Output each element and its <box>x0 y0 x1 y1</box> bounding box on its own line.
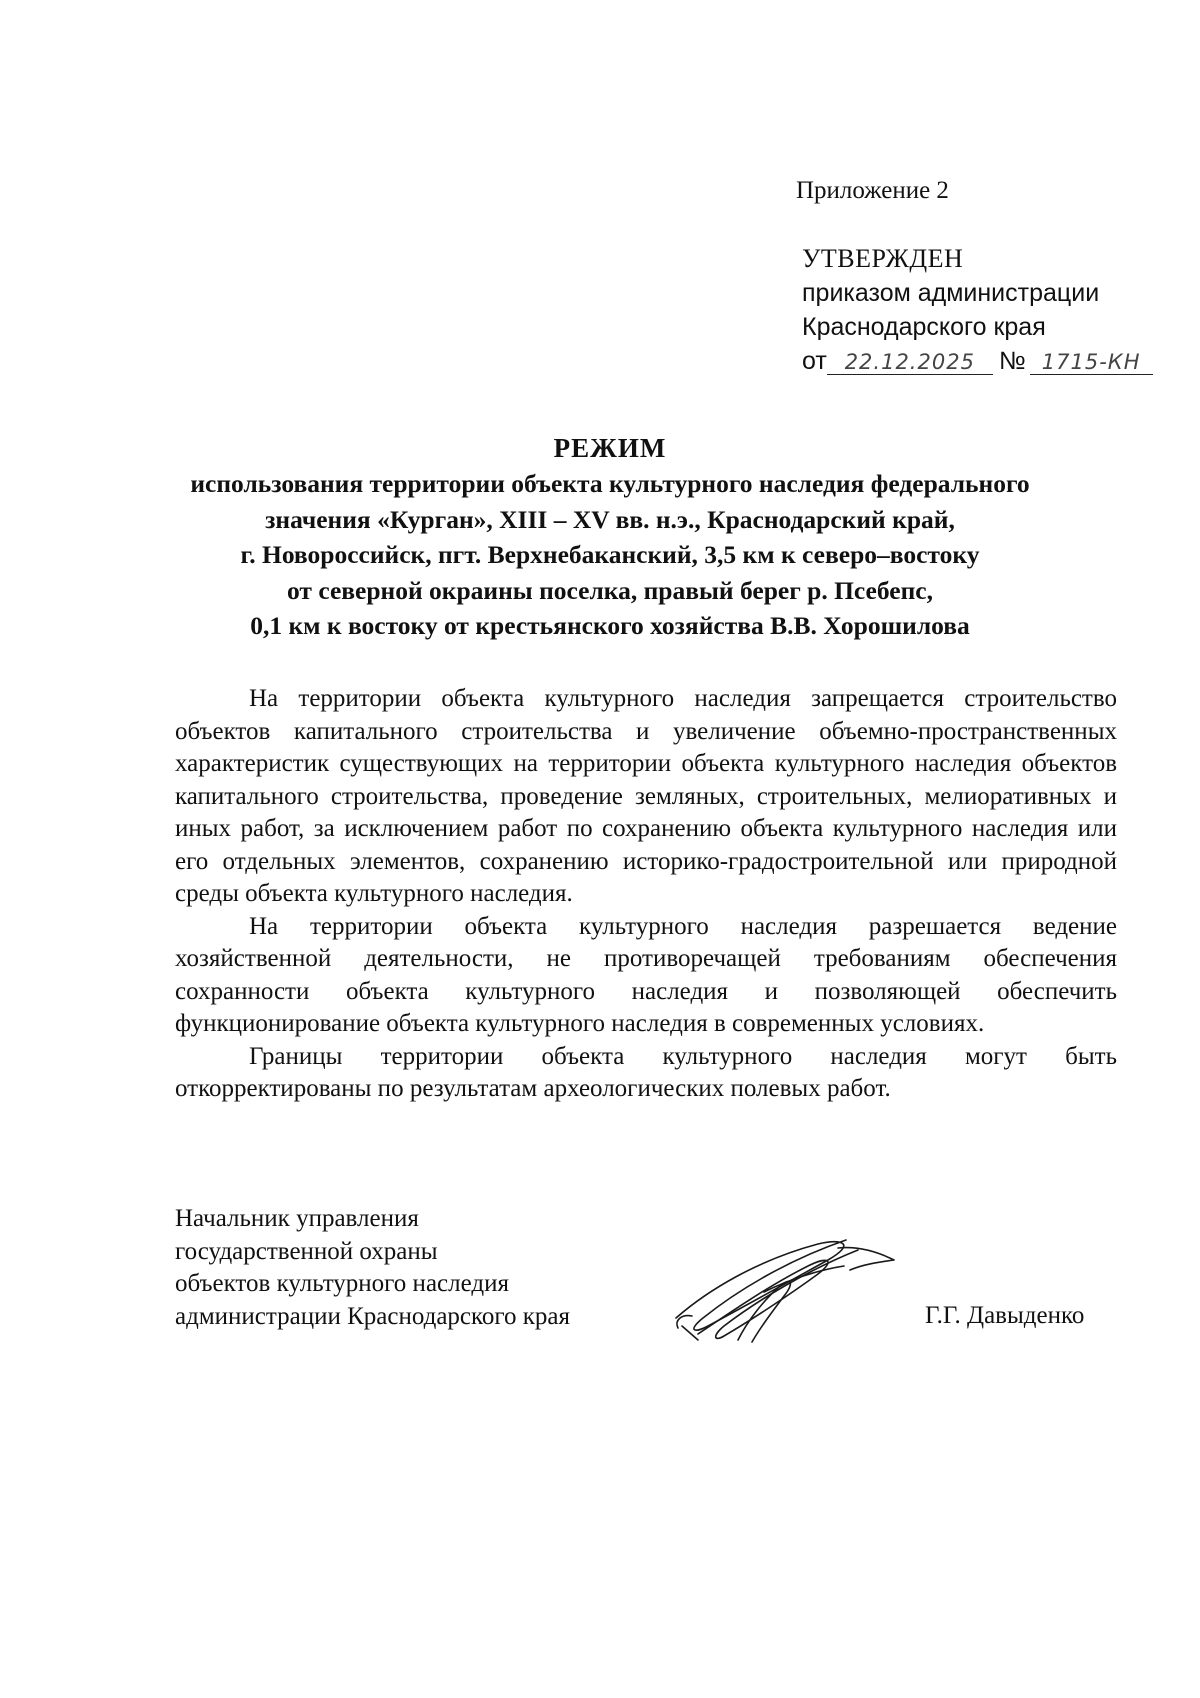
signatory-position-line: объектов культурного наследия <box>175 1270 509 1297</box>
title-line: использования территории объекта культурного наследия федерального <box>190 469 1030 498</box>
body-paragraph-prohibitions: На территории объекта культурного наследия запрещается строительство объектов капитального строительства и увеличение объемно-пространственных характеристик существующих на территории объекта культурного наследия объектов капитального строительства, проведение земляных, строительных, мелиоративных и иных работ, за исключением работ по сохранению объекта культурного наследия или его отдельных элементов, сохранению историко-градостроительной или природной среды объекта культурного наследия. <box>175 685 1117 907</box>
approval-line-2: Краснодарского края <box>802 313 1046 341</box>
signatory-position-line: Начальник управления <box>175 1205 419 1232</box>
title-main: РЕЖИМ <box>553 433 667 463</box>
order-line <box>802 344 1153 378</box>
signer-name: Г.Г. Давыденко <box>925 1302 1085 1329</box>
body-paragraph-boundaries: Границы территории объекта культурного наследия могут быть откорректированы по результатам археологических полевых работ. <box>175 1042 1117 1102</box>
signatory-position <box>175 1203 570 1333</box>
signatory-position-line: администрации Краснодарского края <box>175 1302 571 1330</box>
body-paragraph-permissions: На территории объекта культурного наследия разрешается ведение хозяйственной деятельности, не противоречащей требованиям обеспечения сохранности объекта культурного наследия и позволяющей обеспечить функционирование объекта культурного наследия в современных условиях. <box>175 912 1117 1037</box>
order-date-prefix: от <box>802 347 827 375</box>
approval-line-1: приказом администрации <box>802 279 1100 307</box>
document-body <box>175 683 1117 1106</box>
appendix-label: Приложение 2 <box>796 177 949 204</box>
title-line: значения «Курган», XIII – XV вв. н.э., Краснодарский край, <box>265 504 955 534</box>
title-line: г. Новороссийск, пгт. Верхнебаканский, 3,5 км к северо–востоку <box>240 540 980 569</box>
order-date-handwritten: 22.12.2025 <box>827 350 993 375</box>
order-number-sign: № <box>998 347 1026 375</box>
handwritten-signature <box>668 1230 908 1346</box>
title-line: 0,1 км к востоку от крестьянского хозяйства В.В. Хорошилова <box>250 611 970 640</box>
signatory-position-line: государственной охраны <box>175 1237 438 1265</box>
approval-stamp-block <box>802 242 1153 378</box>
approved-heading: УТВЕРЖДЕН <box>802 244 964 273</box>
order-number-handwritten: 1715-КН <box>1030 350 1153 375</box>
title-line: от северной окраины поселка, правый берег р. Псебепс, <box>287 575 933 605</box>
document-title <box>140 430 1080 644</box>
